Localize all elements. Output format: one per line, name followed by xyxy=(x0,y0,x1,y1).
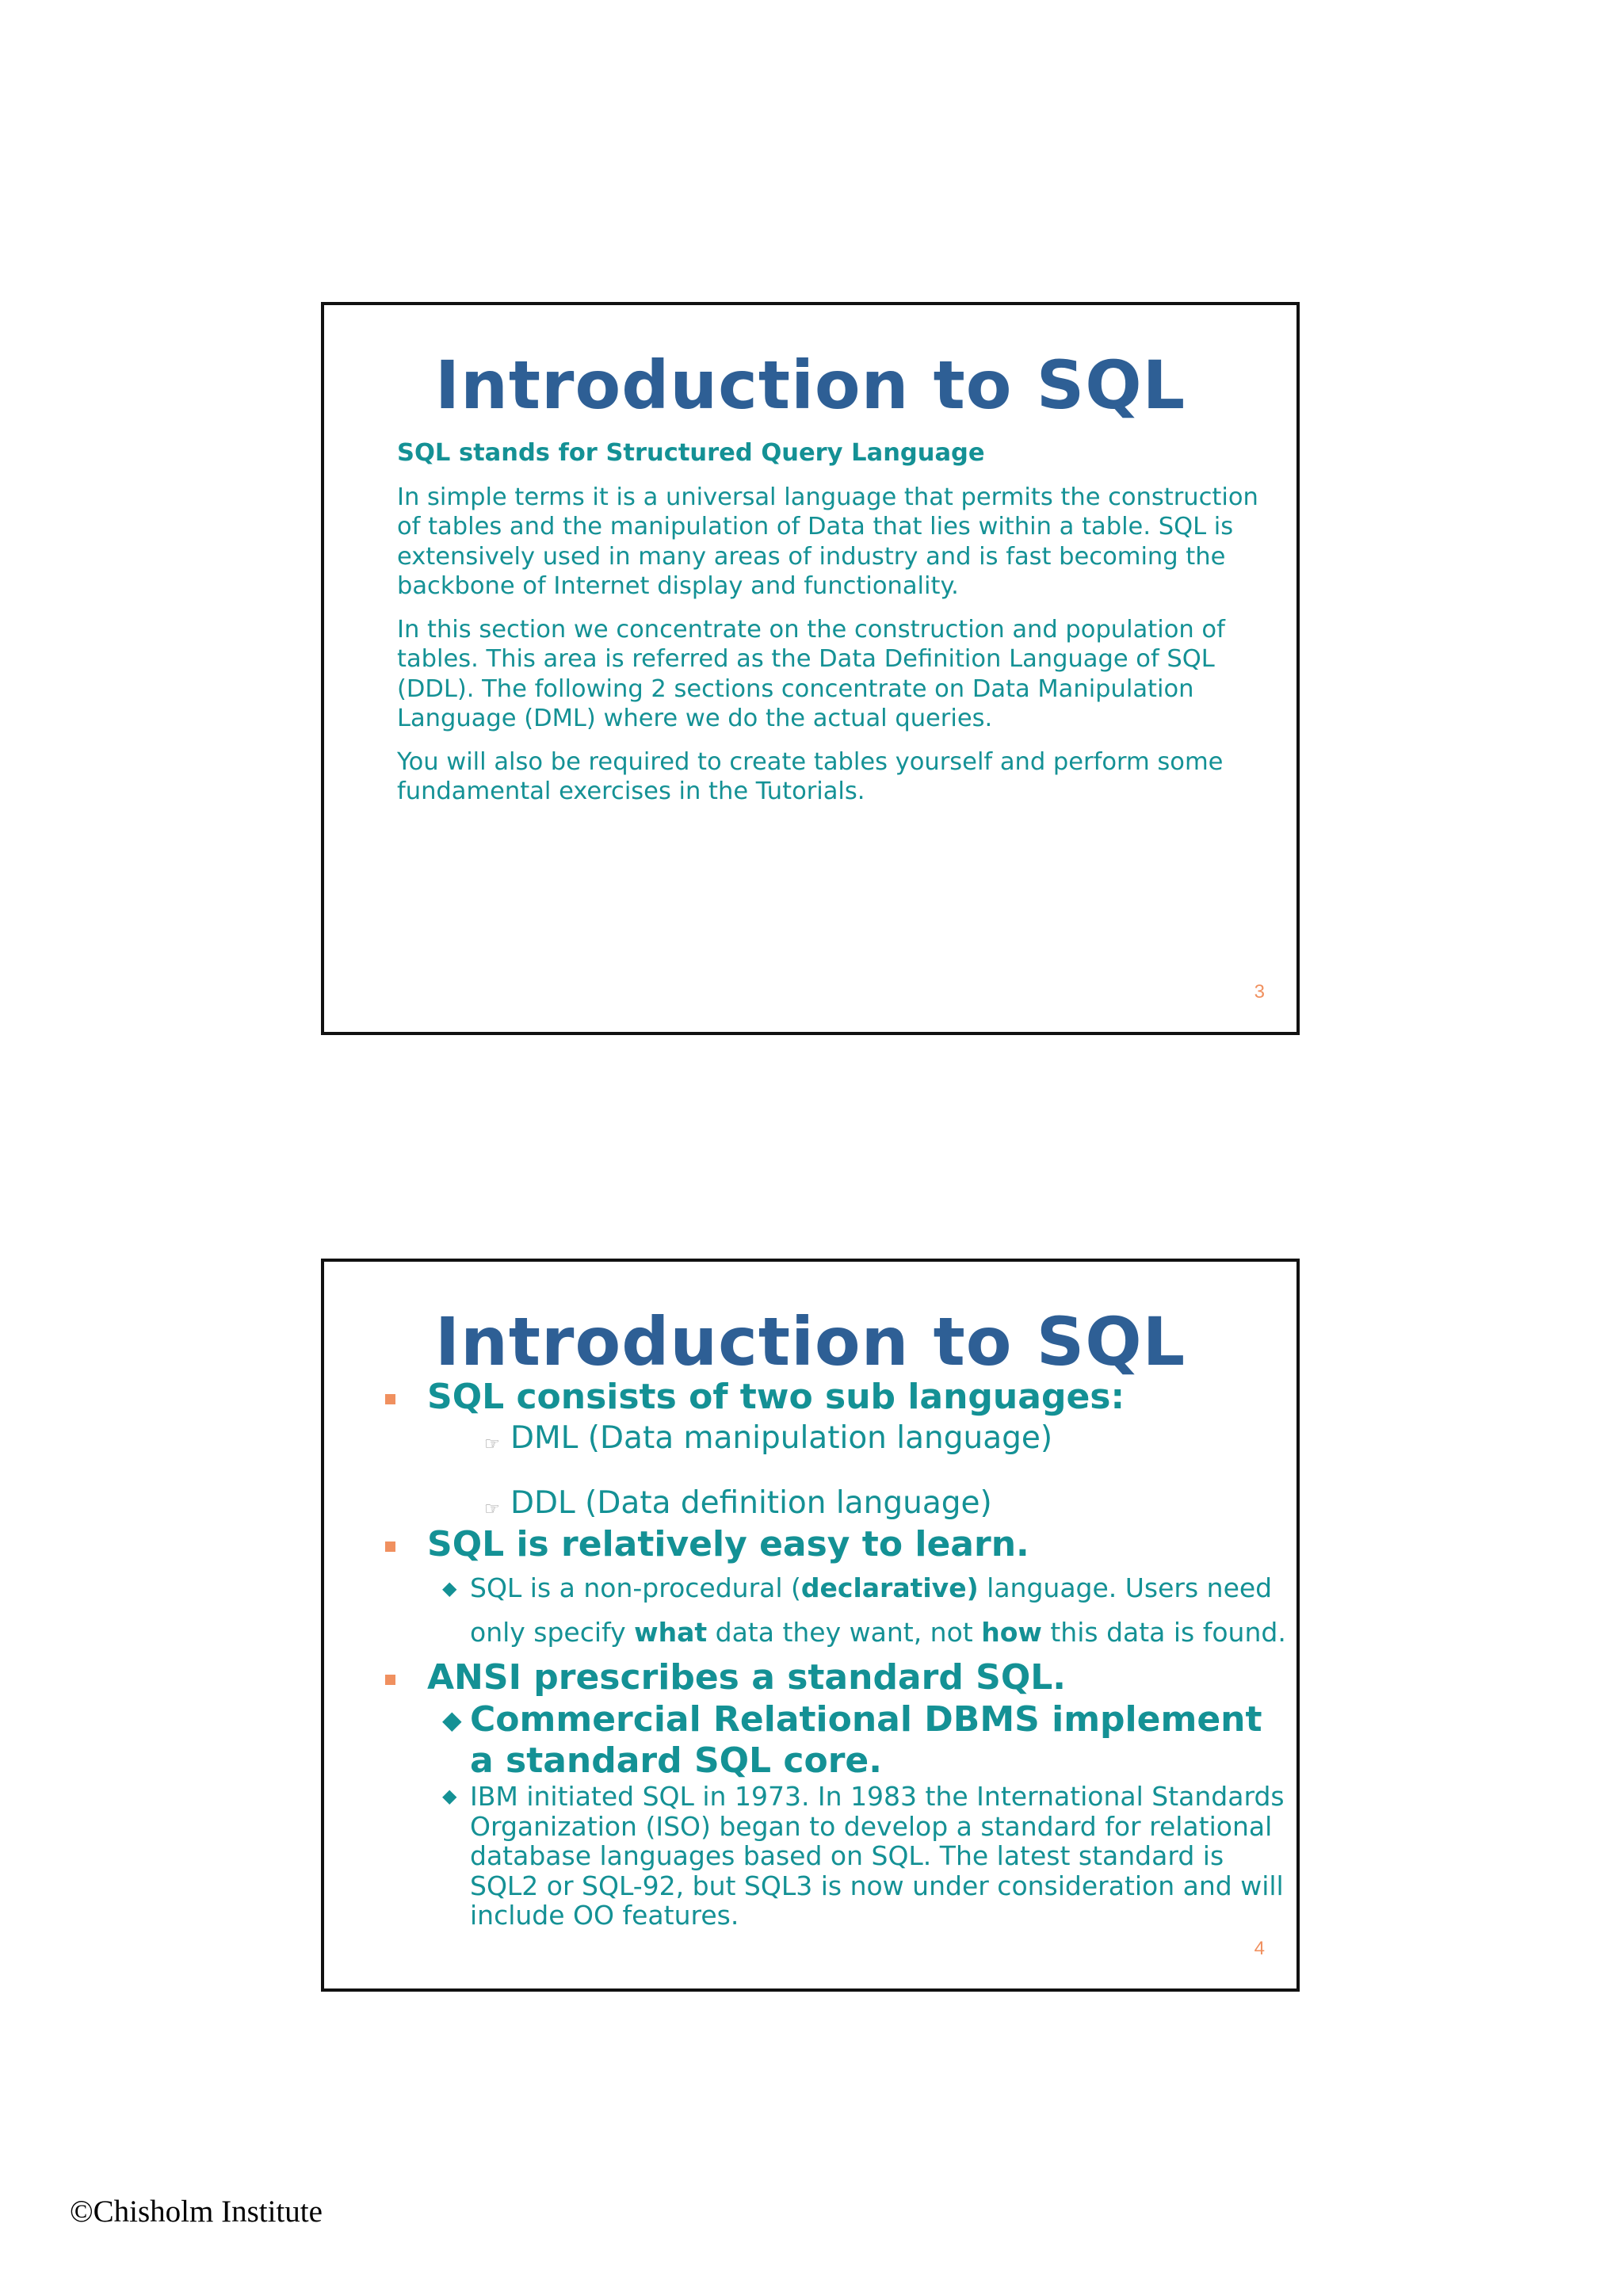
sub-bullet-text: IBM initiated SQL in 1973. In 1983 the International Standards Organization (ISO) began to develop a standard for relational database languages based on SQL. The latest standard is SQL2 or SQL-92, but SQL3 is now under consideration and will include OO features. xyxy=(470,1781,1285,1931)
sub-bullet-item xyxy=(384,1699,1287,1782)
sub-bullet-item xyxy=(384,1419,1287,1458)
bullet-text: ANSI prescribes a standard SQL. xyxy=(427,1657,1066,1698)
slide-title: Introduction to SQL xyxy=(434,1303,1186,1381)
paragraph: In this section we concentrate on the construction and population of tables. This area is referred as the Data Definition Language of SQL (DDL). The following 2 sections concentrate on Data Manipulation Language (DML) where we do the actual queries. xyxy=(397,615,1225,732)
sub-bullet-text: DDL (Data definition language) xyxy=(510,1485,992,1521)
pointing-hand-icon: ☞ xyxy=(484,1499,500,1519)
slide-number: 4 xyxy=(1254,1938,1265,1959)
text-run-bold: what xyxy=(634,1617,708,1648)
slide-title: Introduction to SQL xyxy=(434,346,1186,424)
diamond-bullet-icon: ◆ xyxy=(442,1785,457,1807)
paragraph: In simple terms it is a universal language that permits the construction of tables and the manipulation of Data that lies within a table. SQL is extensively used in many areas of industry and is fast becoming the backbone of Internet display and functionality. xyxy=(397,483,1258,600)
slide-body xyxy=(397,438,1277,820)
sub-bullet-item xyxy=(384,1566,1287,1655)
square-bullet-icon xyxy=(385,1394,395,1404)
slide-4 xyxy=(321,1259,1300,1992)
diamond-bullet-icon: ◆ xyxy=(442,1577,457,1599)
text-run: SQL is a non-procedural ( xyxy=(470,1572,801,1603)
bullet-text: SQL consists of two sub languages: xyxy=(427,1377,1125,1417)
bullet-list xyxy=(384,1376,1287,1931)
text-run: data they want, not xyxy=(707,1617,982,1648)
paragraph: You will also be required to create tables yourself and perform some fundamental exercises in the Tutorials. xyxy=(397,747,1224,805)
sub-bullet-text: DML (Data manipulation language) xyxy=(510,1420,1053,1456)
square-bullet-icon xyxy=(385,1541,395,1552)
text-run: this data is found. xyxy=(1041,1617,1286,1648)
text-run-bold: how xyxy=(981,1617,1042,1648)
sub-bullet-text: Commercial Relational DBMS implement a standard SQL core. xyxy=(470,1699,1262,1781)
lead-text: SQL stands for Structured Query Language xyxy=(397,439,985,467)
sub-bullet-item xyxy=(384,1782,1287,1931)
bullet-item xyxy=(384,1656,1287,1699)
sub-bullet-item xyxy=(384,1484,1287,1523)
footer-copyright: ©Chisholm Institute xyxy=(70,2195,323,2229)
pointing-hand-icon: ☞ xyxy=(484,1435,500,1454)
slide-3 xyxy=(321,302,1300,1035)
text-run: language. Users need only specify xyxy=(470,1572,1273,1648)
bullet-text: SQL is relatively easy to learn. xyxy=(427,1524,1029,1564)
square-bullet-icon xyxy=(385,1675,395,1685)
slide-number: 3 xyxy=(1254,981,1265,1003)
diamond-bullet-icon: ◆ xyxy=(442,1705,462,1735)
bullet-item xyxy=(384,1376,1287,1419)
sub-bullet-text xyxy=(470,1572,1286,1648)
bullet-item xyxy=(384,1523,1287,1566)
text-run-bold: declarative) xyxy=(800,1572,979,1603)
